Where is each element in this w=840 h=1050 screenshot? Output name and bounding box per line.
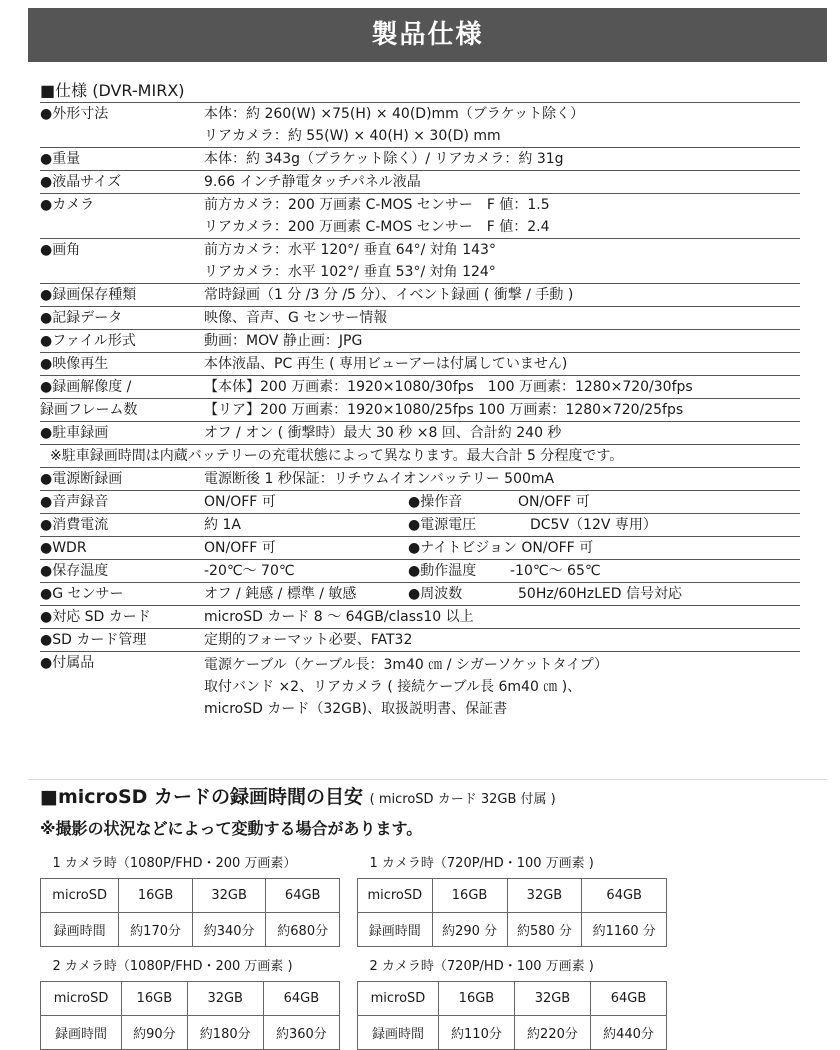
spec-value: 50Hz/60HzLED 信号対応	[518, 586, 682, 602]
spec-label: ●録画解像度 /	[40, 379, 132, 395]
table-row	[41, 982, 340, 1016]
table-cell: 約180分	[187, 1016, 263, 1050]
spec-value: オフ / 鈍感 / 標準 / 敏感	[204, 586, 357, 602]
spec-value: -10℃～ 65℃	[510, 563, 601, 579]
table-cell: microSD	[41, 982, 122, 1016]
table-cell: microSD	[41, 879, 119, 913]
spec-label: ●消費電流	[40, 517, 109, 533]
spec-row-resolution	[40, 376, 800, 399]
section-divider	[28, 779, 827, 780]
table-cell: 約580 分	[507, 913, 582, 947]
spec-row-weight	[40, 148, 800, 171]
spec-row-parking	[40, 422, 800, 445]
spec-value: 取付バンド ×2、リアカメラ ( 接続ケーブル長 6m40 ㎝ )、	[204, 679, 582, 695]
table-cell: 約1160 分	[582, 913, 667, 947]
spec-value: 本体：約 260(W) ×75(H) × 40(D)mm（ブラケット除く）	[204, 106, 585, 122]
spec-title: ■仕様 (DVR-MIRX)	[40, 80, 800, 103]
table-cell: 64GB	[590, 982, 666, 1016]
table-cell: 16GB	[119, 879, 193, 913]
spec-row-record-types	[40, 284, 800, 307]
table-cell: 約90分	[122, 1016, 188, 1050]
spec-label: ●映像再生	[40, 356, 109, 372]
table-row	[358, 913, 667, 947]
spec-label: ●画角	[40, 242, 81, 258]
spec-value: リアカメラ：約 55(W) × 40(H) × 30(D) mm	[204, 128, 501, 144]
table-cell: 32GB	[187, 982, 263, 1016]
spec-label: ●付属品	[40, 655, 95, 671]
table-caption: 1 カメラ時（1080P/FHD・200 万画素）	[41, 845, 340, 879]
spec-value: 映像、音声、G センサー情報	[204, 310, 388, 326]
spec-row-playback	[40, 353, 800, 376]
spec-label: 録画フレーム数	[40, 402, 138, 418]
spec-row-pair	[40, 491, 800, 514]
page-title: 製品仕様	[371, 20, 484, 50]
spec-value: -20℃～ 70℃	[204, 563, 295, 579]
spec-label: ●ナイトビジョン ON/OFF 可	[408, 540, 594, 556]
spec-label: ●SD カード管理	[40, 632, 147, 648]
spec-row-dimensions	[40, 103, 800, 148]
table-row	[358, 879, 667, 913]
spec-value: ON/OFF 可	[518, 494, 590, 510]
table-cell: 約220分	[514, 1016, 590, 1050]
spec-label: ●G センサー	[40, 586, 124, 602]
table-caption: 2 カメラ時（1080P/FHD・200 万画素 )	[41, 948, 340, 982]
table-cell: 32GB	[507, 879, 582, 913]
spec-label: ●周波数	[408, 586, 463, 602]
table-cell: 16GB	[438, 982, 514, 1016]
spec-value: ON/OFF 可	[204, 540, 276, 556]
table-row	[41, 879, 340, 913]
spec-value: 定期的フォーマット必要、FAT32	[204, 632, 413, 648]
spec-value: DC5V（12V 専用）	[530, 517, 657, 533]
table-cell: 64GB	[266, 879, 340, 913]
recording-table-1cam-fhd	[40, 845, 340, 947]
table-row	[358, 982, 667, 1016]
spec-row-pair	[40, 583, 800, 606]
spec-row-sd-support	[40, 606, 800, 629]
spec-row-pair	[40, 514, 800, 537]
spec-value: 前方カメラ：200 万画素 C-MOS センサー F 値：1.5	[204, 197, 550, 213]
spec-value: microSD カード（32GB)、取扱説明書、保証書	[204, 701, 508, 717]
recording-table-2cam-fhd	[40, 948, 340, 1050]
table-cell: 32GB	[514, 982, 590, 1016]
spec-row-parking-note	[40, 445, 800, 468]
spec-label: ●外形寸法	[40, 106, 109, 122]
spec-value: オフ / オン ( 衝撃時）最大 30 秒 ×8 回、合計約 240 秒	[204, 425, 562, 441]
spec-row-sd-manage	[40, 629, 800, 652]
recording-table-2cam-hd	[357, 948, 667, 1050]
table-cell: 約110分	[438, 1016, 514, 1050]
table-cell: 16GB	[122, 982, 188, 1016]
spec-label: ●録画保存種類	[40, 287, 137, 303]
recording-title-text: ■microSD カードの録画時間の目安	[40, 786, 364, 808]
table-cell: microSD	[358, 879, 433, 913]
spec-value: 【本体】200 万画素：1920×1080/30fps 100 万画素：1280×720/30fps	[204, 379, 693, 395]
page-header	[28, 8, 827, 62]
spec-label: ●液晶サイズ	[40, 174, 122, 190]
spec-value: 常時録画（1 分 /3 分 /5 分）、イベント録画 ( 衝撃 / 手動 )	[204, 287, 574, 303]
spec-value: 9.66 インチ静電タッチパネル液晶	[204, 174, 421, 190]
table-cell: 録画時間	[358, 913, 433, 947]
spec-row-accessories	[40, 652, 800, 720]
table-cell: 録画時間	[41, 1016, 122, 1050]
table-cell: 32GB	[192, 879, 266, 913]
spec-value: 動画：MOV 静止画：JPG	[204, 333, 363, 349]
spec-row-lcd	[40, 171, 800, 194]
table-cell: 録画時間	[358, 1016, 439, 1050]
spec-value: 約 1A	[204, 517, 241, 533]
table-caption: 1 カメラ時（720P/HD・100 万画素 )	[358, 845, 667, 879]
table-cell: 約170分	[119, 913, 193, 947]
parking-note: ※駐車録画時間は内蔵バッテリーの充電状態によって異なります。最大合計 5 分程度です。	[50, 448, 624, 464]
spec-row-camera	[40, 194, 800, 239]
spec-label: ●対応 SD カード	[40, 609, 151, 625]
table-cell: microSD	[358, 982, 439, 1016]
spec-label: ●電源電圧	[408, 517, 477, 533]
recording-title	[40, 784, 556, 813]
spec-value: 【リア】200 万画素：1920×1080/25fps 100 万画素：1280×720/25fps	[204, 402, 684, 418]
table-row	[358, 1016, 667, 1050]
spec-value: microSD カード 8 ～ 64GB/class10 以上	[204, 609, 474, 625]
table-row	[41, 1016, 340, 1050]
spec-label: ●記録データ	[40, 310, 123, 326]
spec-label: ●操作音	[408, 494, 463, 510]
spec-value: 本体：約 343g（ブラケット除く）/ リアカメラ：約 31g	[204, 151, 564, 167]
spec-value: 前方カメラ：水平 120°/ 垂直 64°/ 対角 143°	[204, 242, 496, 258]
spec-label: ●カメラ	[40, 197, 95, 213]
spec-label: ●重量	[40, 151, 81, 167]
recording-note: ※撮影の状況などによって変動する場合があります。	[40, 819, 423, 838]
table-cell: 約340分	[192, 913, 266, 947]
spec-section	[40, 80, 800, 720]
spec-label: ●WDR	[40, 540, 87, 556]
spec-value: 電源断後 1 秒保証：リチウムイオンバッテリー 500mA	[204, 471, 555, 487]
spec-value: リアカメラ：水平 102°/ 垂直 53°/ 対角 124°	[204, 264, 496, 280]
spec-row-record-data	[40, 307, 800, 330]
recording-subtitle: ( microSD カード 32GB 付属 )	[369, 792, 556, 807]
recording-table-1cam-hd	[357, 845, 667, 947]
spec-label: ●音声録音	[40, 494, 109, 510]
table-cell: 約360分	[263, 1016, 339, 1050]
spec-value: リアカメラ：200 万画素 C-MOS センサー F 値：2.4	[204, 219, 550, 235]
table-row	[41, 913, 340, 947]
spec-label: ●保存温度	[40, 563, 109, 579]
spec-label: ●電源断録画	[40, 471, 123, 487]
spec-row-pair	[40, 537, 800, 560]
spec-row-power-backup	[40, 468, 800, 491]
spec-label: ●ファイル形式	[40, 333, 136, 349]
spec-row-angle	[40, 239, 800, 284]
spec-value: 本体液晶、PC 再生 ( 専用ビューアーは付属していません)	[204, 356, 568, 372]
table-cell: 約290 分	[432, 913, 507, 947]
table-caption: 2 カメラ時（720P/HD・100 万画素 )	[358, 948, 667, 982]
table-cell: 録画時間	[41, 913, 119, 947]
table-cell: 64GB	[263, 982, 339, 1016]
table-cell: 16GB	[432, 879, 507, 913]
spec-row-file-format	[40, 330, 800, 353]
spec-label: ●駐車録画	[40, 425, 109, 441]
spec-value: 電源ケーブル（ケーブル長：3m40 ㎝ / シガーソケットタイプ）	[204, 657, 608, 673]
table-cell: 約680分	[266, 913, 340, 947]
table-cell: 約440分	[590, 1016, 666, 1050]
spec-label: ●動作温度	[408, 563, 477, 579]
table-cell: 64GB	[582, 879, 667, 913]
spec-value: ON/OFF 可	[204, 494, 276, 510]
spec-row-pair	[40, 560, 800, 583]
spec-row-frame-rate	[40, 399, 800, 422]
